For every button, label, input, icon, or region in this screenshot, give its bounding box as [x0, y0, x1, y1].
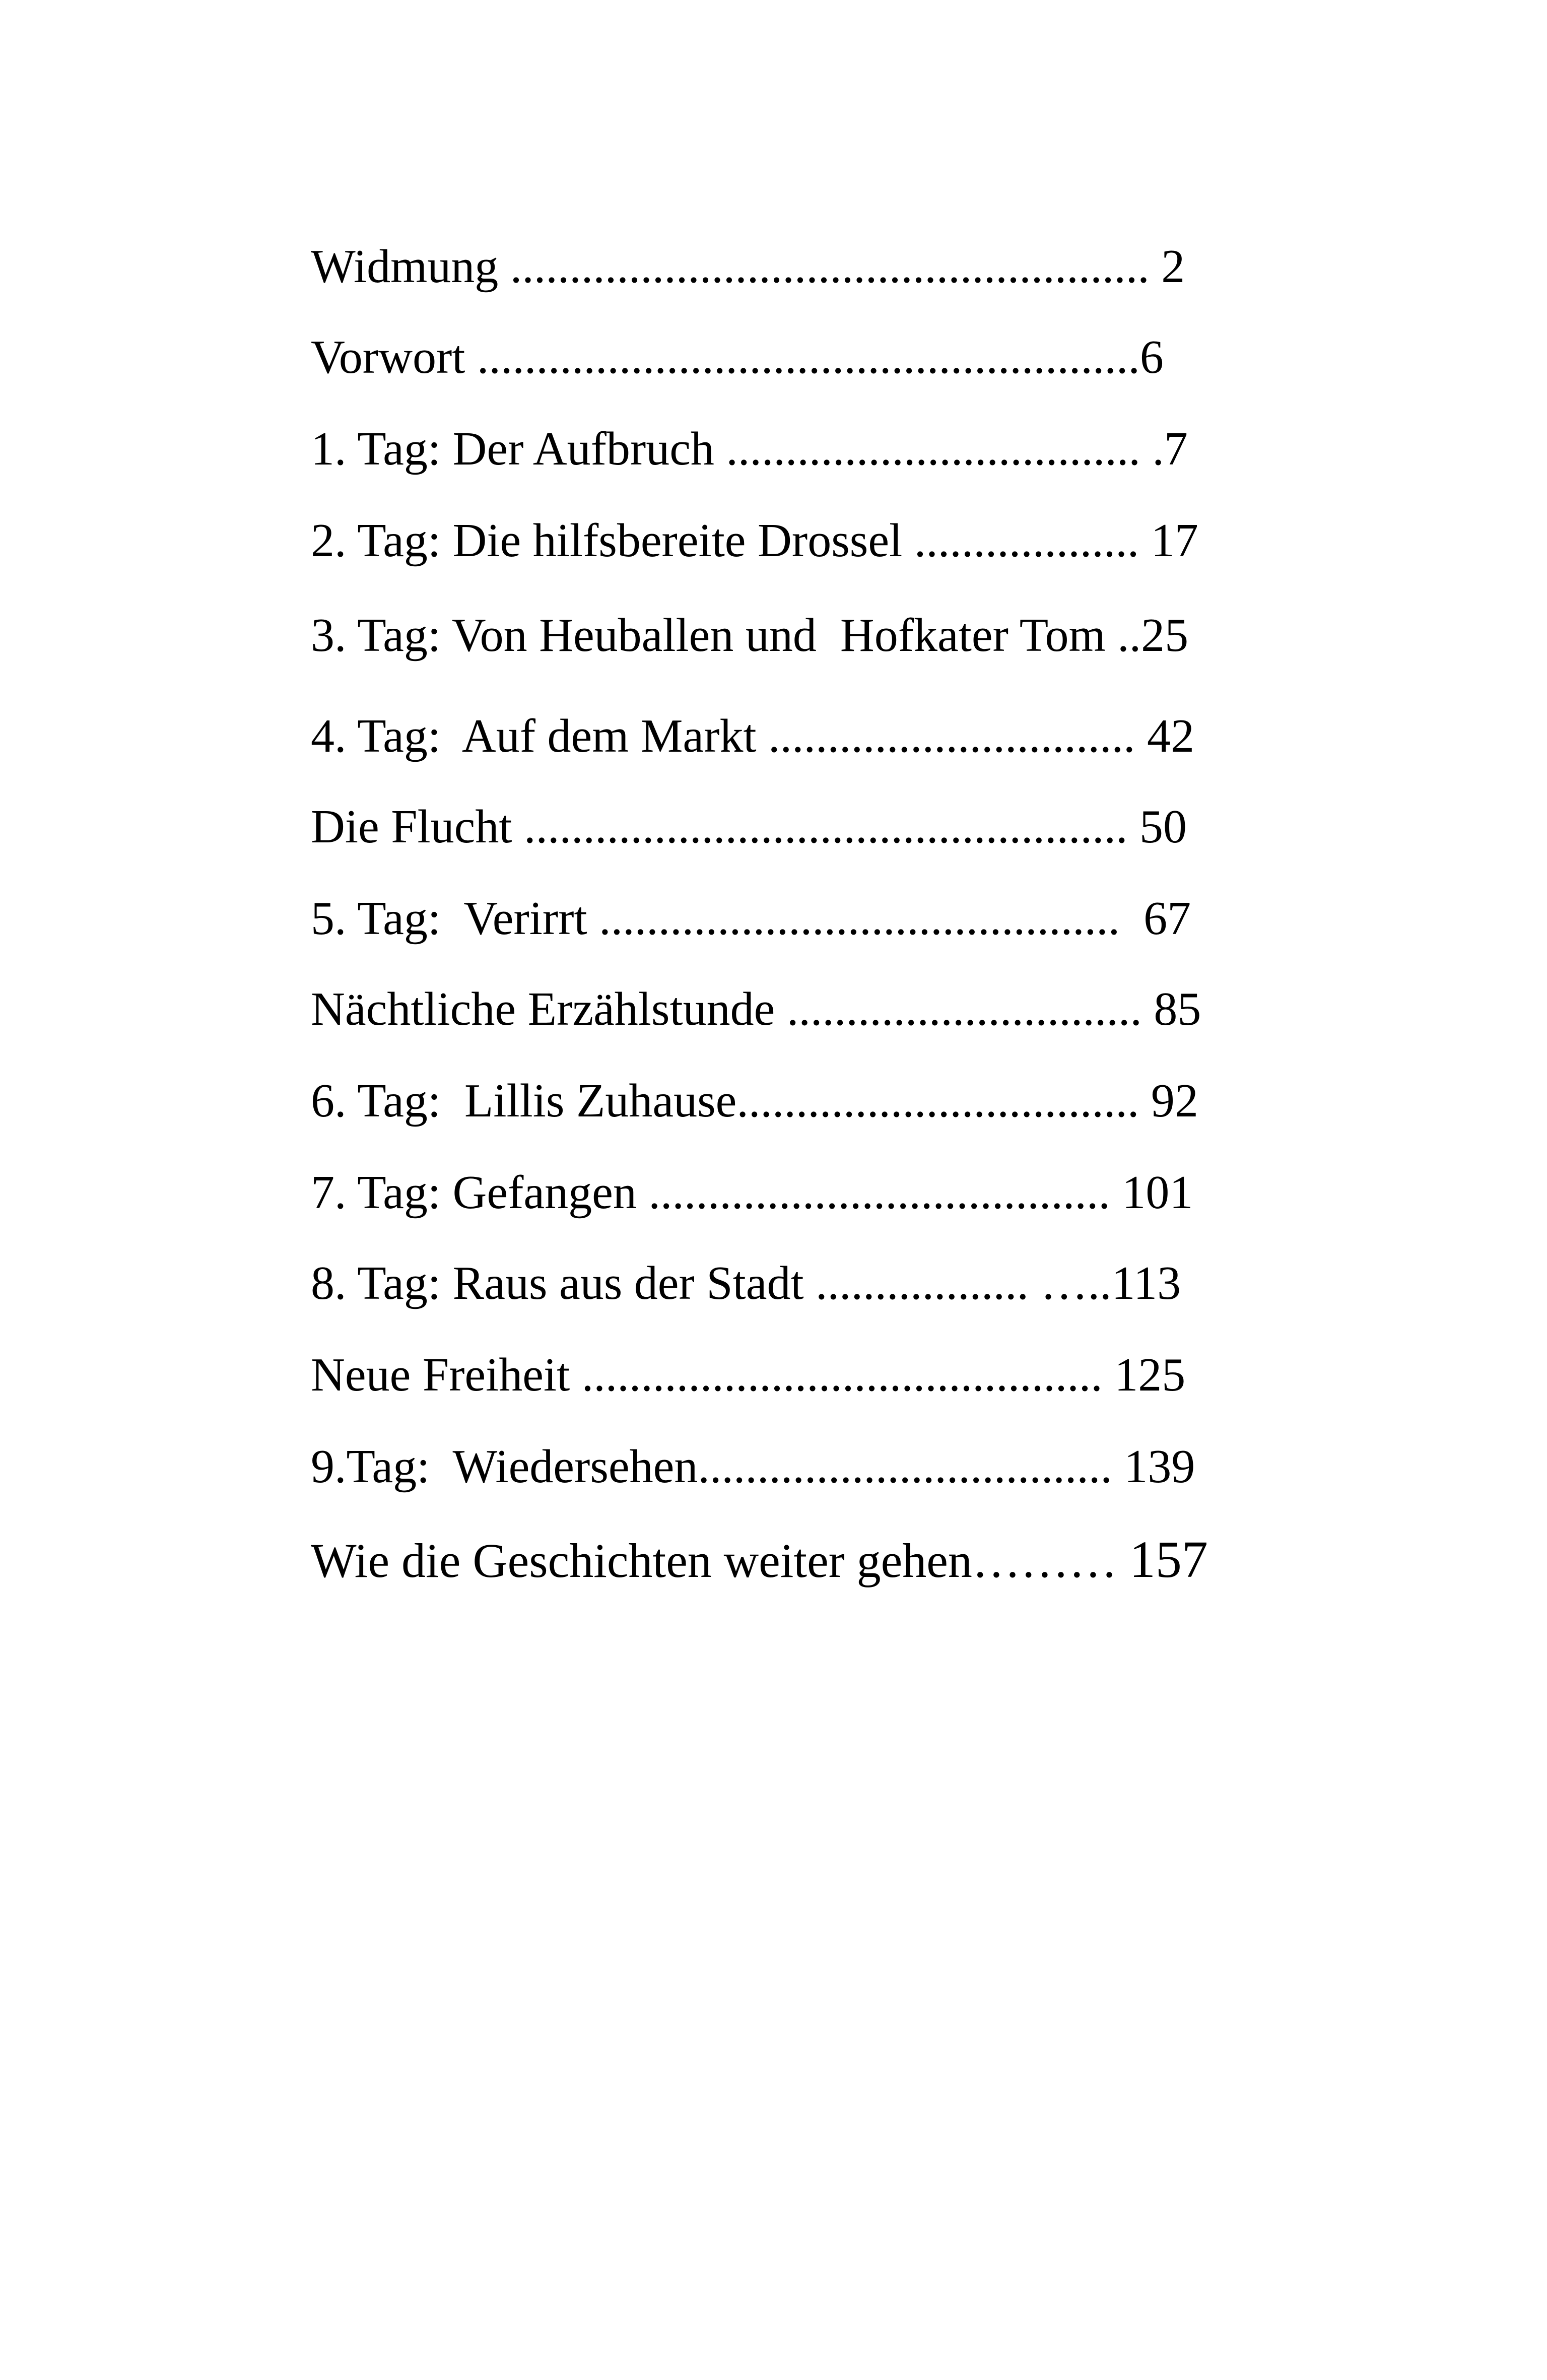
toc-entry-die-flucht: Die Flucht ................................................... 50	[311, 801, 1187, 853]
toc-entry-tag-3: 3. Tag: Von Heuballen und Hofkater Tom ..25	[311, 609, 1189, 662]
toc-entry-tag-8: 8. Tag: Raus aus der Stadt .................. …..113	[311, 1257, 1181, 1309]
toc-entry-tag-2: 2. Tag: Die hilfsbereite Drossel ................... 17	[311, 514, 1198, 567]
toc-entry-tag-1: 1. Tag: Der Aufbruch ................................... .7	[311, 423, 1188, 475]
toc-entry-tag-5: 5. Tag: Verirrt ............................................ 67	[311, 892, 1191, 945]
toc-entry-tag-4: 4. Tag: Auf dem Markt ............................... 42	[311, 710, 1195, 762]
toc-entry-widmung: Widmung ...................................................... 2	[311, 240, 1185, 293]
toc-entry-vorwort: Vorwort ........................................................6	[311, 331, 1164, 383]
toc-entry-tag-6: 6. Tag: Lillis Zuhause.................................. 92	[311, 1075, 1198, 1127]
toc-entry-epilog-title: Wie die Geschichten weiter gehen………	[311, 1534, 1117, 1588]
toc-entry-tag-9: 9.Tag: Wiedersehen................................... 139	[311, 1440, 1195, 1493]
toc-entry-neue-freiheit: Neue Freiheit ............................................ 125	[311, 1349, 1186, 1401]
toc-entry-tag-7: 7. Tag: Gefangen ....................................... 101	[311, 1166, 1193, 1219]
toc-entry-naechtliche-erzaehlstunde: Nächtliche Erzählstunde .............................. 85	[311, 983, 1201, 1035]
toc-entry-epilog	[311, 1531, 1208, 1589]
toc-entry-epilog-page: 157	[1129, 1531, 1208, 1589]
